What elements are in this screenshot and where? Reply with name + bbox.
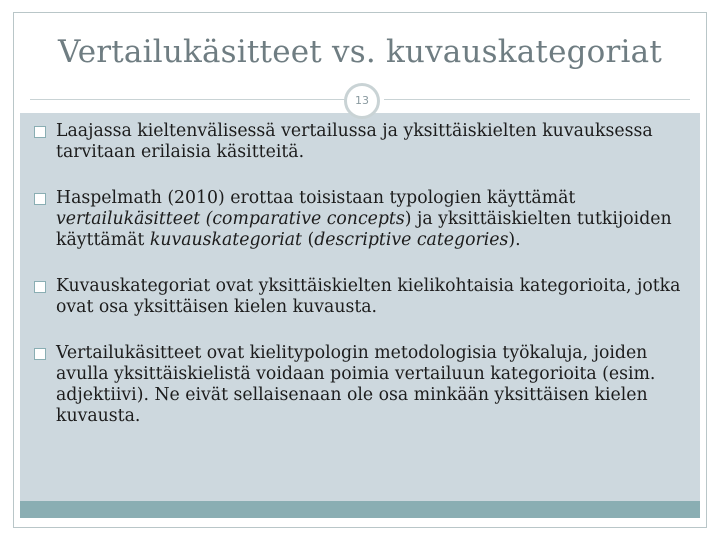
bullet-text: Haspelmath (2010) erottaa toisistaan typologien käyttämät (56, 188, 576, 208)
square-bullet-icon (34, 193, 46, 205)
bullet-text-italic: vertailukäsitteet (comparative concepts (56, 209, 405, 229)
square-bullet-icon (34, 126, 46, 138)
bullet-item (34, 343, 694, 427)
bullet-text: Vertailukäsitteet ovat kielitypologin metodologisia työkaluja, joiden avulla yksittäiskielistä voidaan poimia vertailuun kategorioita (esim. adjektiivi). Ne eivät sellaisenaan ole osa minkään yksittäisen kielen kuvausta. (56, 343, 656, 426)
bullet-item (34, 188, 694, 251)
title-divider-left (30, 99, 346, 100)
bullet-list (34, 121, 694, 452)
bullet-item (34, 121, 694, 163)
slide-number: 13 (344, 83, 380, 119)
square-bullet-icon (34, 348, 46, 360)
bullet-text: ( (301, 230, 315, 250)
square-bullet-icon (34, 281, 46, 293)
slide-title: Vertailukäsitteet vs. kuvauskategoriat (57, 34, 663, 70)
footer-bar (20, 501, 700, 518)
bullet-item (34, 276, 694, 318)
bullet-text: Laajassa kieltenvälisessä vertailussa ja yksittäiskielten kuvauksessa tarvitaan erilaisia käsitteitä. (56, 121, 653, 162)
bullet-text-italic: descriptive categories (314, 230, 509, 250)
title-divider-right (384, 99, 690, 100)
bullet-text: Kuvauskategoriat ovat yksittäiskielten kielikohtaisia kategorioita, jotka ovat osa yksittäisen kielen kuvausta. (56, 276, 681, 317)
bullet-text-italic: kuvauskategoriat (149, 230, 302, 250)
bullet-text: ). (508, 230, 521, 250)
bullet-text: ) ja yksittäiskielten tutkijoiden käyttämät (56, 209, 672, 250)
